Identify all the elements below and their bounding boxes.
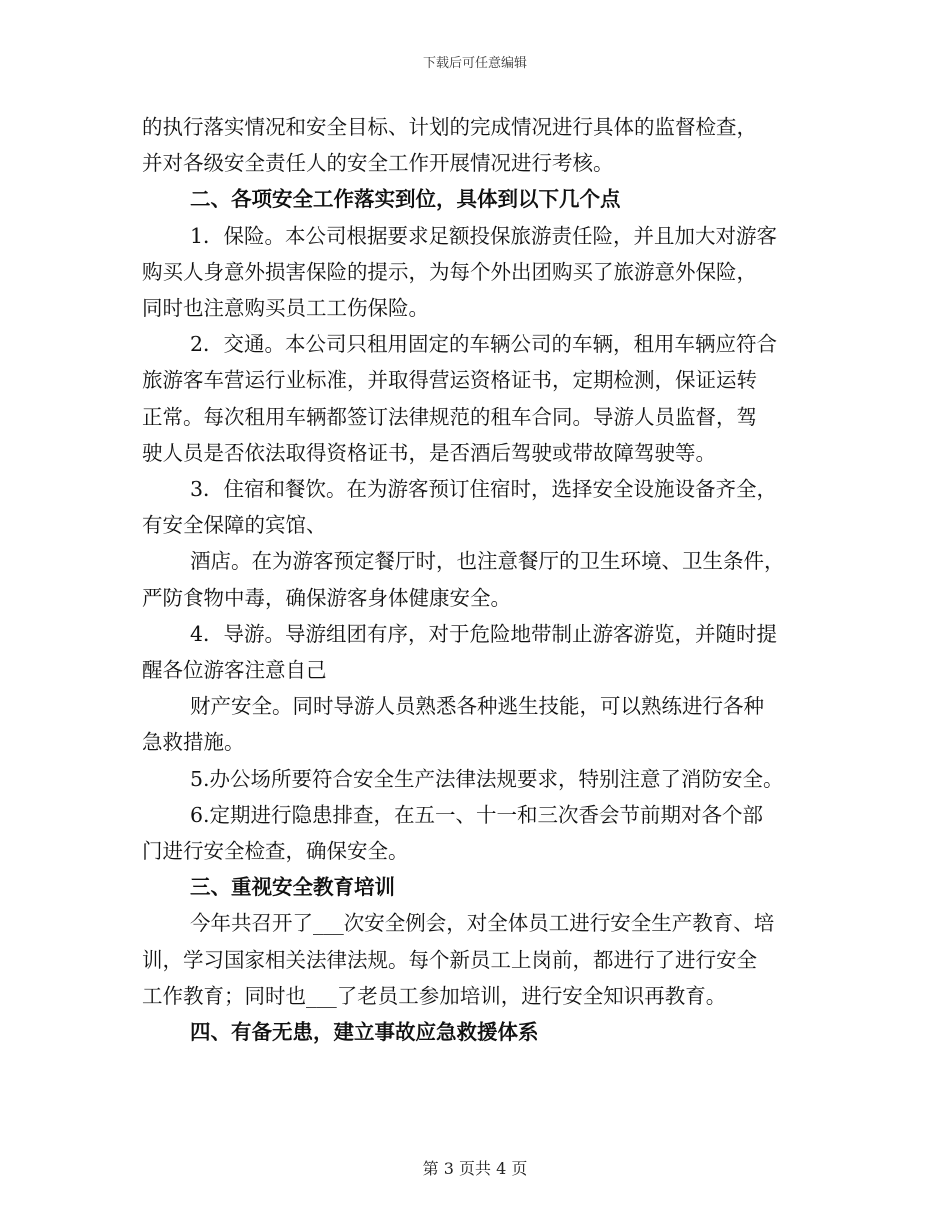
- paragraph-line: 1．保险。本公司根据要求足额投保旅游责任险，并且加大对游客: [190, 223, 778, 248]
- paragraph-line: 5.办公场所要符合安全生产法律法规要求，特别注意了消防安全。: [190, 766, 784, 791]
- paragraph-line: 严防食物中毒，确保游客身体健康安全。: [142, 585, 511, 610]
- section-heading: 四、有备无患，建立事故应急救援体系: [190, 1020, 539, 1044]
- paragraph-line: 并对各级安全责任人的安全工作开展情况进行考核。: [142, 151, 614, 176]
- paragraph-line: 购买人身意外损害保险的提示，为每个外出团购买了旅游意外保险，: [142, 259, 757, 284]
- paragraph-line: 正常。每次租用车辆都签订法律规范的租车合同。导游人员监督，驾: [142, 404, 757, 429]
- paragraph-line: 醒各位游客注意自己: [142, 658, 327, 682]
- paragraph-line: 急救措施。: [142, 730, 245, 755]
- paragraph-line: 的执行落实情况和安全目标、计划的完成情况进行具体的监督检查，: [142, 115, 757, 139]
- section-heading: 三、重视安全教育培训: [190, 875, 395, 900]
- paragraph-line: 4．导游。导游组团有序，对于危险地带制止游客游览，并随时提: [190, 621, 778, 646]
- paragraph-line: 门进行安全检查，确保安全。: [142, 839, 409, 863]
- paragraph-line: 今年共召开了___次安全例会，对全体员工进行安全生产教育、培: [190, 911, 775, 936]
- paragraph-line: 有安全保障的宾馆、: [142, 513, 327, 538]
- paragraph-line: 旅游客车营运行业标准，并取得营运资格证书，定期检测，保证运转: [142, 368, 757, 393]
- paragraph-line: 6.定期进行隐患排查，在五一、十一和三次香会节前期对各个部: [190, 802, 764, 827]
- section-heading: 二、各项安全工作落实到位，具体到以下几个点: [190, 187, 621, 212]
- paragraph-line: 财产安全。同时导游人员熟悉各种逃生技能，可以熟练进行各种: [190, 694, 764, 719]
- paragraph-line: 2．交通。本公司只租用固定的车辆公司的车辆，租用车辆应符合: [190, 332, 778, 357]
- paragraph-line: 酒店。在为游客预定餐厅时，也注意餐厅的卫生环境、卫生条件，: [190, 549, 785, 574]
- page-footer: 第 3 页共 4 页: [422, 1159, 528, 1178]
- paragraph-line: 训，学习国家相关法律法规。每个新员工上岗前，都进行了进行安全: [142, 947, 757, 972]
- paragraph-line: 工作教育；同时也___了老员工参加培训，进行安全知识再教育。: [142, 983, 727, 1008]
- page-header: 下载后可任意编辑: [422, 56, 527, 71]
- paragraph-line: 同时也注意购买员工工伤保险。: [142, 296, 429, 320]
- paragraph-line: 驶人员是否依法取得资格证书，是否酒后驾驶或带故障驾驶等。: [142, 440, 716, 465]
- paragraph-line: 3．住宿和餐饮。在为游客预订住宿时，选择安全设施设备齐全，: [190, 477, 778, 501]
